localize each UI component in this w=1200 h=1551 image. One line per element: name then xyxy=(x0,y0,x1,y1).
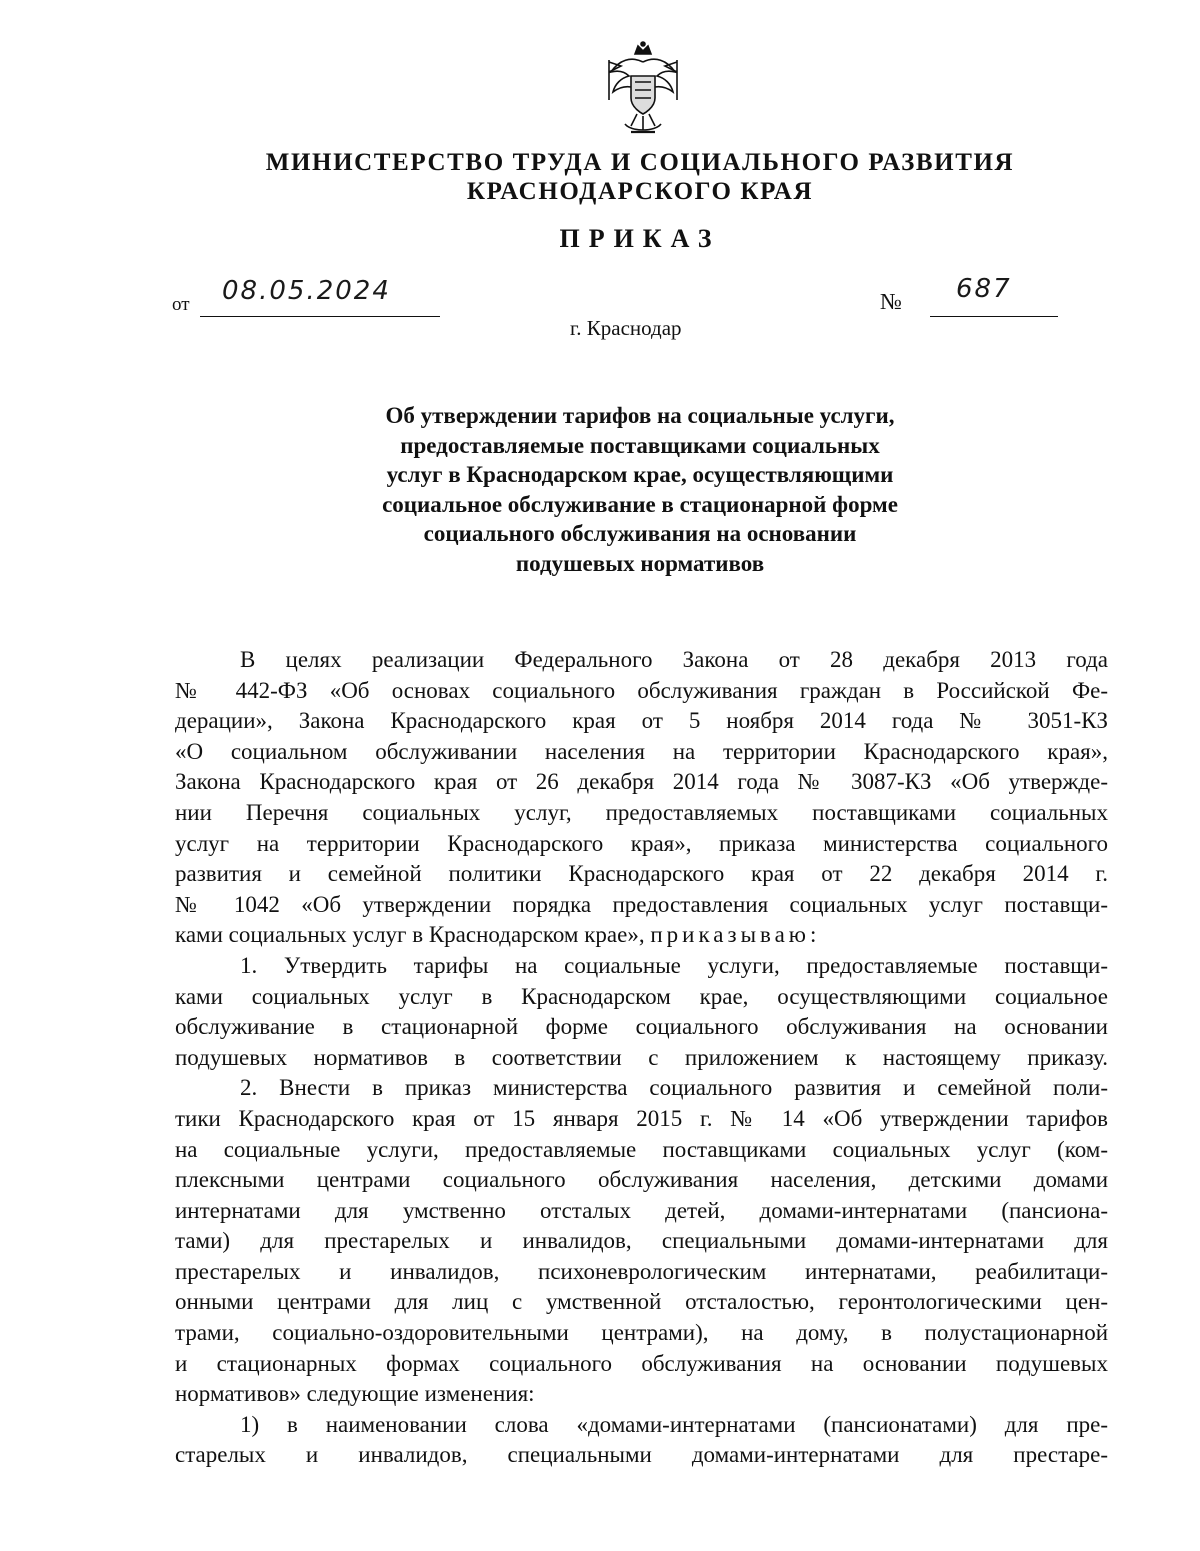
ministry-name-line-2: КРАСНОДАРСКОГО КРАЯ xyxy=(466,178,814,205)
body-line: тики Краснодарского края от 15 января 2015 г. № 14 «Об утверждении тарифов xyxy=(175,1105,1108,1131)
body-line: ками социальных услуг в Краснодарском крае, осуществляющими социальное xyxy=(175,983,1108,1009)
body-line: дерации», Закона Краснодарского края от 5 ноября 2014 года № 3051-КЗ xyxy=(175,708,1108,734)
body-line: 2. Внести в приказ министерства социального развития и семейной поли- xyxy=(240,1075,1108,1101)
body-line: на социальные услуги, предоставляемые поставщиками социальных услуг (ком- xyxy=(175,1136,1108,1162)
body-line: 1) в наименовании слова «домами-интернатами (пансионатами) для пре- xyxy=(240,1411,1108,1437)
date-underline xyxy=(200,316,440,317)
body-line: услуг на территории Краснодарского края», приказа министерства социального xyxy=(175,830,1108,856)
body-line: подушевых нормативов в соответствии с приложением к настоящему приказу. xyxy=(175,1044,1108,1070)
subject-line: Об утверждении тарифов на социальные услуги, xyxy=(385,403,895,428)
order-word: приказываю: xyxy=(650,922,821,948)
subject-line: подушевых нормативов xyxy=(515,550,765,576)
document-subject xyxy=(260,401,1020,578)
body-line: Закона Краснодарского края от 26 декабря 2014 года № 3087-КЗ «Об утвержде- xyxy=(175,769,1108,795)
body-line: № 442-ФЗ «Об основах социального обслуживания граждан в Российской Фе- xyxy=(175,677,1108,703)
body-line: развития и семейной политики Краснодарского края от 22 декабря 2014 г. xyxy=(175,861,1108,887)
body-line: нии Перечня социальных услуг, предоставляемых поставщиками социальных xyxy=(175,799,1108,825)
city-label: г. Краснодар xyxy=(570,316,682,340)
document-type-title: ПРИКАЗ xyxy=(559,224,721,253)
document-body xyxy=(175,645,1108,1471)
body-line: трами, социально-оздоровительными центрами), на дому, в полустационарной xyxy=(175,1320,1108,1346)
subject-line: социального обслуживания на основании xyxy=(423,521,857,546)
body-line: В целях реализации Федерального Закона от 28 декабря 2013 года xyxy=(240,647,1108,672)
coat-of-arms-icon xyxy=(601,40,685,140)
body-line: плексными центрами социального обслуживания населения, детскими домами xyxy=(175,1167,1108,1193)
preamble-last-text: ками социальных услуг в Краснодарском крае», xyxy=(175,922,645,948)
body-line: онными центрами для лиц с умственной отсталостью, геронтологическими цен- xyxy=(175,1289,1108,1315)
body-line xyxy=(175,920,1108,951)
body-line: интернатами для умственно отсталых детей, домами-интернатами (пансиона- xyxy=(175,1197,1108,1223)
number-prefix-label: № xyxy=(880,289,902,314)
body-line: № 1042 «Об утверждении порядка предоставления социальных услуг поставщи- xyxy=(175,891,1108,917)
number-underline xyxy=(930,316,1058,317)
body-line: престарелых и инвалидов, психоневрологическим интернатами, реабилитаци- xyxy=(175,1258,1108,1284)
subject-line: социальное обслуживание в стационарной форме xyxy=(382,491,898,517)
body-line: тами) для престарелых и инвалидов, специальными домами-интернатами для xyxy=(175,1228,1108,1254)
date-prefix-label: от xyxy=(172,294,190,315)
subject-line: предоставляемые поставщиками социальных xyxy=(400,432,880,458)
body-line: 1. Утвердить тарифы на социальные услуги, предоставляемые поставщи- xyxy=(240,952,1108,978)
body-line: нормативов» следующие изменения: xyxy=(175,1381,535,1407)
subject-line: услуг в Краснодарском крае, осуществляющими xyxy=(386,462,894,487)
body-line: старелых и инвалидов, специальными домами-интернатами для престаре- xyxy=(175,1442,1108,1468)
body-line: и стационарных формах социального обслуживания на основании подушевых xyxy=(175,1350,1108,1376)
handwritten-date: 08.05.2024 xyxy=(222,276,391,306)
ministry-name-line-1: МИНИСТЕРСТВО ТРУДА И СОЦИАЛЬНОГО РАЗВИТИЯ xyxy=(265,149,1015,176)
body-line: обслуживание в стационарной форме социального обслуживания на основании xyxy=(175,1014,1108,1040)
handwritten-number: 687 xyxy=(956,274,1012,304)
body-line: «О социальном обслуживании населения на территории Краснодарского края», xyxy=(175,738,1108,764)
